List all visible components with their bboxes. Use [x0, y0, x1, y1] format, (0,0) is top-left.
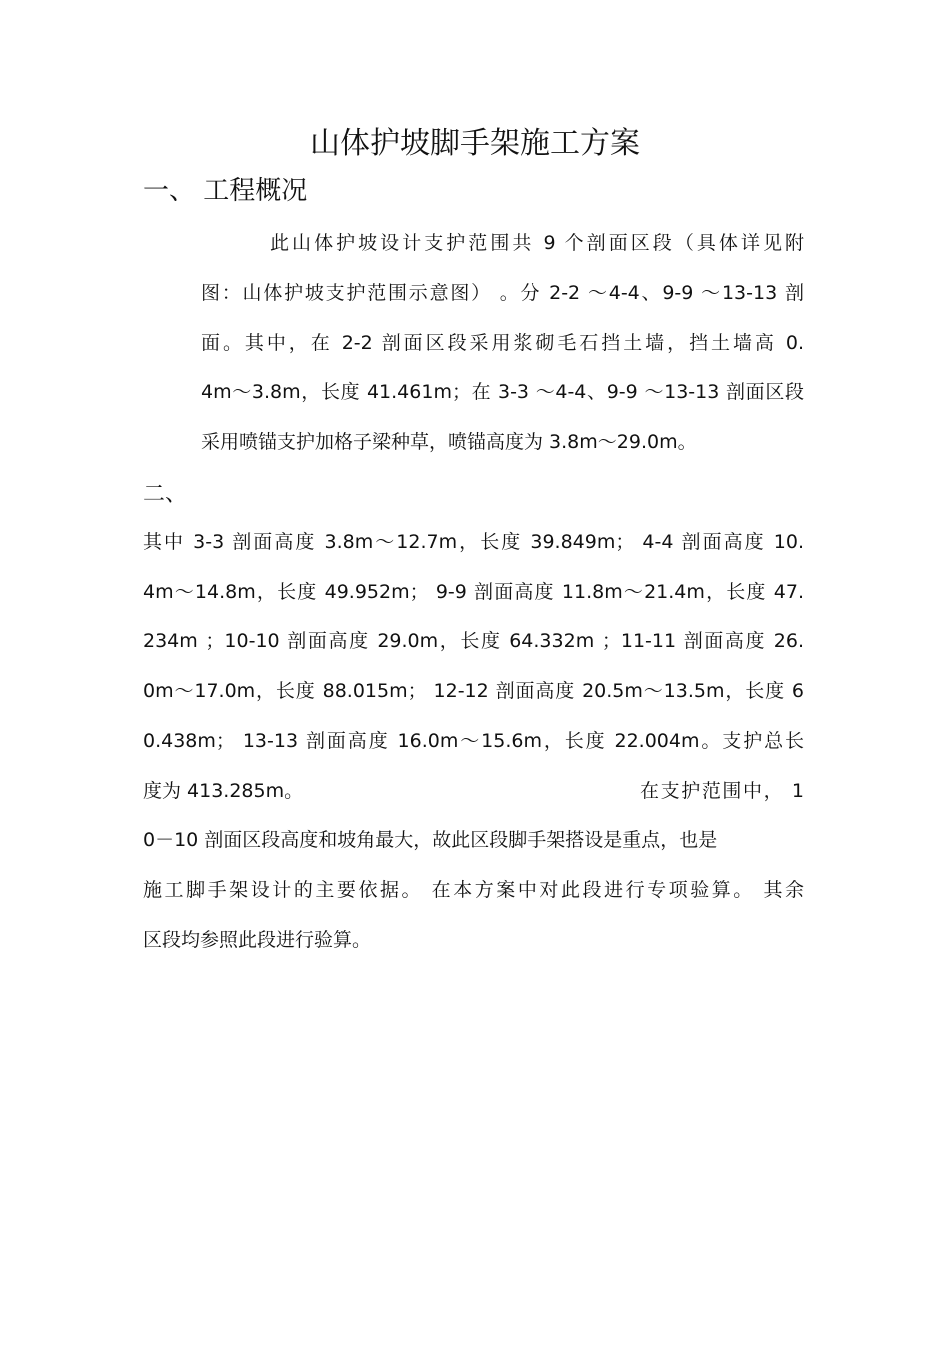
section-heading-overview: 一、 工程概况: [143, 176, 308, 206]
document-title: 山体护坡脚手架施工方案: [310, 126, 640, 161]
paragraph-line: 4m～3.8m，长度 41.461m；在 3-3 ～4-4、9-9 ～13-13 剖面区段: [201, 381, 804, 403]
paragraph-line: 采用喷锚支护加格子梁种草，喷锚高度为 3.8m～29.0m。: [201, 431, 697, 453]
paragraph-line: 0－10 剖面区段高度和坡角最大，故此区段脚手架搭设是重点，也是: [143, 829, 718, 851]
paragraph-line: 0m～17.0m，长度 88.015m； 12-12 剖面高度 20.5m～13.5m，长度 6: [143, 680, 804, 702]
paragraph-line: 面。其中，在 2-2 剖面区段采用浆砌毛石挡土墙，挡土墙高 0.: [201, 332, 804, 354]
section-heading-2: 二、: [143, 482, 188, 507]
paragraph-line: 图：山体护坡支护范围示意图） 。分 2-2 ～4-4、9-9 ～13-13 剖: [201, 282, 804, 304]
paragraph-line-fragment: 在支护范围中， 1: [640, 780, 804, 802]
paragraph-line: 其中 3-3 剖面高度 3.8m～12.7m，长度 39.849m； 4-4 剖面高度 10.: [143, 531, 804, 553]
paragraph-line: 区段均参照此段进行验算。: [143, 929, 372, 951]
paragraph-line: 此山体护坡设计支护范围共 9 个剖面区段（具体详见附: [270, 232, 804, 254]
paragraph-line: 234m ；10-10 剖面高度 29.0m，长度 64.332m ；11-11 剖面高度 26.: [143, 630, 804, 652]
paragraph-line: 施工脚手架设计的主要依据。 在本方案中对此段进行专项验算。 其余: [143, 879, 804, 901]
paragraph-line: 度为 413.285m。: [143, 780, 304, 802]
paragraph-line: 0.438m； 13-13 剖面高度 16.0m～15.6m，长度 22.004m。支护总长: [143, 730, 804, 752]
paragraph-line: 4m～14.8m，长度 49.952m； 9-9 剖面高度 11.8m～21.4m，长度 47.: [143, 581, 804, 603]
